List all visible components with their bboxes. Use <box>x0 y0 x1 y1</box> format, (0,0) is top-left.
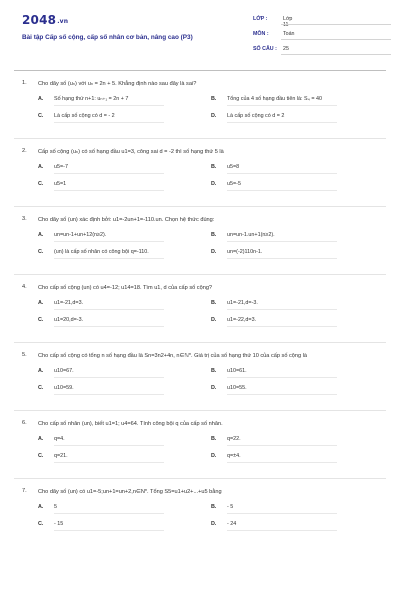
option-letter: A. <box>38 96 44 102</box>
quiz-title: Bài tập Cấp số cộng, cấp số nhân cơ bản, nâng cao (P3) <box>22 34 193 41</box>
option-text: Là cấp số cộng có d = - 2 <box>54 113 115 119</box>
option-letter: D. <box>211 453 217 459</box>
option-text: - 24 <box>227 521 237 527</box>
option-letter: B. <box>211 232 217 238</box>
answer-option[interactable] <box>0 112 173 129</box>
question-spacer <box>0 139 400 148</box>
answer-option[interactable] <box>0 452 173 469</box>
option-underline <box>54 190 164 191</box>
answer-option[interactable] <box>0 435 173 452</box>
question-text: Cho dãy số (un) xác định bởi: u1=-2un+1=-110.un. Chọn hệ thức đúng: <box>38 217 215 223</box>
option-text: u10=61. <box>227 368 247 374</box>
option-underline <box>227 530 337 531</box>
option-underline <box>227 394 337 395</box>
meta-count-value: 25 <box>283 46 289 52</box>
option-text: un=un-1+un+12(n≥2). <box>54 232 107 238</box>
answer-option[interactable] <box>173 231 346 248</box>
question-text: Cho cấp số cộng có tổng n số hạng đầu là Sn=3n2+4n, n∈ℕ*. Giá trị của số hạng thứ 10 của cấp số cộng là <box>38 353 308 359</box>
logo-suffix: .vn <box>57 18 69 25</box>
answer-option[interactable] <box>0 180 173 197</box>
option-text: u10=55. <box>227 385 247 391</box>
option-text: un=un-1.un+1(n≥2). <box>227 232 275 238</box>
option-text: u10=67. <box>54 368 74 374</box>
answer-option[interactable] <box>0 367 173 384</box>
question-spacer <box>0 343 400 352</box>
option-letter: C. <box>38 521 44 527</box>
answer-option[interactable] <box>173 95 346 112</box>
answer-option[interactable] <box>173 520 346 537</box>
option-underline <box>54 530 164 531</box>
question-spacer <box>0 207 400 216</box>
option-text: q=22. <box>227 436 241 442</box>
option-letter: D. <box>211 317 217 323</box>
answer-option[interactable] <box>173 503 346 520</box>
meta-divider <box>281 24 391 25</box>
option-underline <box>227 122 337 123</box>
option-letter: D. <box>211 521 217 527</box>
question-stem <box>0 80 400 89</box>
question-item <box>0 80 400 129</box>
option-letter: A. <box>38 164 44 170</box>
option-underline <box>227 258 337 259</box>
question-item <box>0 284 400 333</box>
option-underline <box>227 377 337 378</box>
question-text: Cho dãy số (un) có u1=-5;un+1=un+2,n∈N*. Tổng S5=u1+u2+...+u5 bằng <box>38 489 222 495</box>
answer-option[interactable] <box>0 299 173 316</box>
option-text: Là cấp số cộng có d = 2 <box>227 113 285 119</box>
question-number: 5. <box>22 352 27 358</box>
option-letter: A. <box>38 436 44 442</box>
option-text: Số hạng thứ n+1: uₙ₊₁ = 2n + 7 <box>54 96 129 102</box>
question-item <box>0 216 400 265</box>
meta-class-value: Lớp 11 <box>283 16 293 28</box>
option-underline <box>227 326 337 327</box>
header-divider <box>14 70 386 71</box>
option-text: u1=-22,d=3. <box>227 317 257 323</box>
option-letter: B. <box>211 164 217 170</box>
answer-option[interactable] <box>0 163 173 180</box>
option-underline <box>227 190 337 191</box>
question-text: Cho cấp số cộng (un) có u4=-12; u14=18. Tìm u1, d của cấp số cộng? <box>38 285 213 291</box>
question-number: 3. <box>22 216 27 222</box>
option-text: q=21. <box>54 453 68 459</box>
question-number: 1. <box>22 80 27 86</box>
option-underline <box>54 258 164 259</box>
question-number: 7. <box>22 488 27 494</box>
option-text: u1=20,d=-3. <box>54 317 84 323</box>
option-text: u5=-7 <box>54 164 68 170</box>
question-text: Cho cấp số nhân (un), biết u1=1; u4=64. Tính công bội q của cấp số nhân. <box>38 421 223 427</box>
answer-option[interactable] <box>0 231 173 248</box>
answer-option[interactable] <box>173 367 346 384</box>
option-letter: B. <box>211 96 217 102</box>
question-number: 6. <box>22 420 27 426</box>
option-underline <box>54 377 164 378</box>
answer-options <box>0 367 400 401</box>
option-letter: C. <box>38 181 44 187</box>
option-letter: B. <box>211 300 217 306</box>
answer-option[interactable] <box>0 503 173 520</box>
option-underline <box>54 173 164 174</box>
option-underline <box>54 462 164 463</box>
answer-options <box>0 435 400 469</box>
option-text: q=4. <box>54 436 65 442</box>
option-underline <box>227 513 337 514</box>
answer-option[interactable] <box>0 384 173 401</box>
meta-subject-value: Toán <box>283 31 295 37</box>
answer-option[interactable] <box>173 180 346 197</box>
meta-count-key: SỐ CÂU : <box>253 46 277 52</box>
option-underline <box>227 173 337 174</box>
option-underline <box>54 309 164 310</box>
option-text: - 15 <box>54 521 64 527</box>
answer-options <box>0 95 400 129</box>
option-underline <box>227 105 337 106</box>
question-number: 4. <box>22 284 27 290</box>
question-item <box>0 488 400 537</box>
option-text: q=±4. <box>227 453 241 459</box>
option-underline <box>54 445 164 446</box>
option-text: u5=8 <box>227 164 240 170</box>
answer-option[interactable] <box>173 248 346 265</box>
option-letter: B. <box>211 504 217 510</box>
option-text: 5 <box>54 504 57 510</box>
answer-option[interactable] <box>0 248 173 265</box>
question-number: 2. <box>22 148 27 154</box>
option-letter: D. <box>211 113 217 119</box>
option-underline <box>54 241 164 242</box>
answer-options <box>0 299 400 333</box>
site-logo[interactable] <box>22 13 68 27</box>
question-list <box>0 80 400 546</box>
option-text: Tổng của 4 số hạng đầu tiên là: S₄ = 40 <box>227 96 322 102</box>
option-underline <box>227 462 337 463</box>
option-letter: C. <box>38 113 44 119</box>
option-letter: C. <box>38 249 44 255</box>
answer-option[interactable] <box>0 95 173 112</box>
option-underline <box>227 241 337 242</box>
option-letter: C. <box>38 317 44 323</box>
option-text: - 5 <box>227 504 234 510</box>
answer-option[interactable] <box>0 316 173 333</box>
option-letter: C. <box>38 453 44 459</box>
answer-options <box>0 503 400 537</box>
option-letter: B. <box>211 368 217 374</box>
option-text: u10=59. <box>54 385 74 391</box>
answer-options <box>0 163 400 197</box>
question-spacer <box>0 411 400 420</box>
option-letter: A. <box>38 368 44 374</box>
option-text: u1=-21,d=3. <box>54 300 84 306</box>
answer-option[interactable] <box>173 163 346 180</box>
option-underline <box>54 326 164 327</box>
question-item <box>0 420 400 469</box>
option-letter: C. <box>38 385 44 391</box>
question-item <box>0 148 400 197</box>
question-text: Cho dãy số (uₙ) với uₙ = 2n + 5. Khẳng định nào sau đây là sai? <box>38 81 197 87</box>
option-text: u1=-21,d=-3. <box>227 300 258 306</box>
option-letter: A. <box>38 504 44 510</box>
question-stem <box>0 216 400 225</box>
option-letter: A. <box>38 300 44 306</box>
option-letter: D. <box>211 181 217 187</box>
option-letter: A. <box>38 232 44 238</box>
answer-option[interactable] <box>173 435 346 452</box>
question-spacer <box>0 275 400 284</box>
question-stem <box>0 148 400 157</box>
meta-divider <box>281 39 391 40</box>
meta-class-key: LỚP : <box>253 16 268 22</box>
question-stem <box>0 284 400 293</box>
option-letter: D. <box>211 385 217 391</box>
answer-options <box>0 231 400 265</box>
answer-option[interactable] <box>173 452 346 469</box>
meta-subject-key: MÔN : <box>253 31 269 37</box>
option-letter: D. <box>211 249 217 255</box>
answer-option[interactable] <box>173 384 346 401</box>
option-text: un=(-2)110n-1. <box>227 249 263 255</box>
answer-option[interactable] <box>173 316 346 333</box>
option-underline <box>227 309 337 310</box>
question-item <box>0 352 400 401</box>
meta-divider <box>281 54 391 55</box>
option-underline <box>54 122 164 123</box>
option-underline <box>227 445 337 446</box>
question-stem <box>0 488 400 497</box>
option-text: u5=1 <box>54 181 67 187</box>
question-stem <box>0 352 400 361</box>
option-underline <box>54 105 164 106</box>
answer-option[interactable] <box>173 112 346 129</box>
option-underline <box>54 394 164 395</box>
answer-option[interactable] <box>173 299 346 316</box>
answer-option[interactable] <box>0 520 173 537</box>
logo-text: 2048 <box>22 13 57 27</box>
option-underline <box>54 513 164 514</box>
question-stem <box>0 420 400 429</box>
question-text: Cấp số cộng (uₙ) có số hạng đầu u1=3, công sai d = -2 thì số hạng thứ 5 là <box>38 149 224 155</box>
option-letter: B. <box>211 436 217 442</box>
option-text: (un) là cấp số nhân có công bội q=-110. <box>54 249 149 255</box>
question-spacer <box>0 479 400 488</box>
option-text: u5=-5 <box>227 181 241 187</box>
document-header <box>0 0 400 66</box>
